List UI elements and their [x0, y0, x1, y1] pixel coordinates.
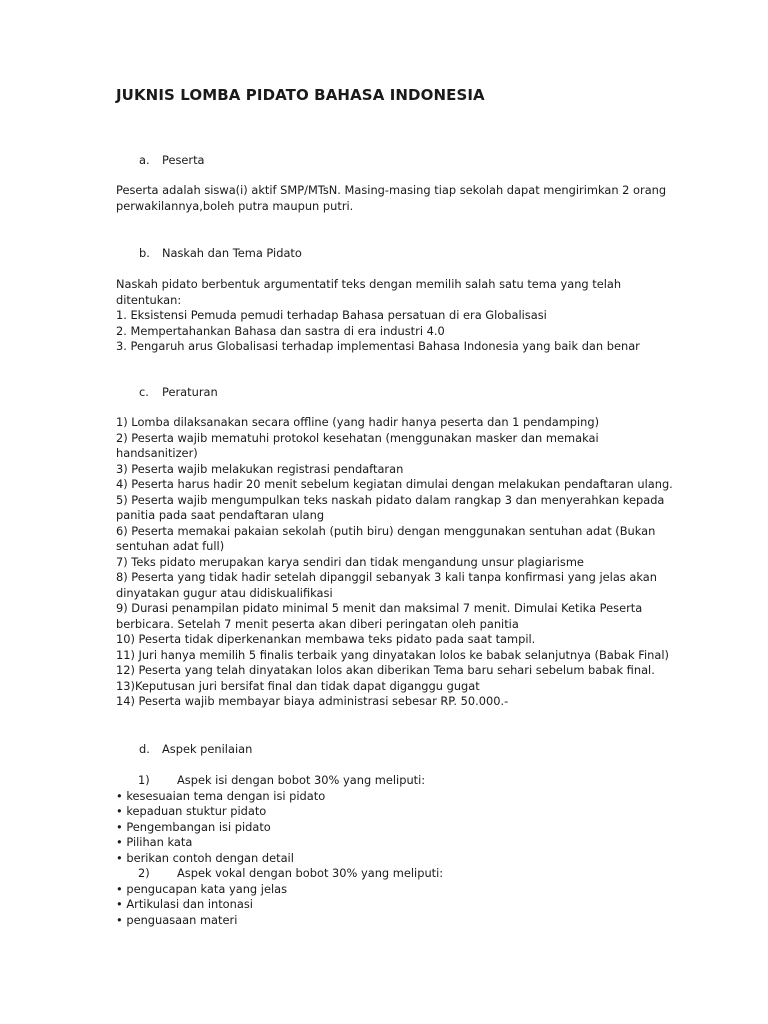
rule-line: 11) Juri hanya memilih 5 finalis terbaik yang dinyatakan lolos ke babak selanjutnya (Babak Final) [116, 647, 669, 662]
section-b-marker: b. [139, 246, 150, 260]
rule-line: panitia pada saat pendaftaran ulang [116, 508, 325, 522]
rule-line: 4) Peserta harus hadir 20 menit sebelum kegiatan dimulai dengan melakukan pendaftaran ulang. [116, 477, 673, 491]
rule-line: 13)Keputusan juri bersifat final dan tidak dapat diganggu gugat [116, 678, 480, 693]
theme-item: 3. Pengaruh arus Globalisasi terhadap implementasi Bahasa Indonesia yang baik dan benar [116, 339, 640, 353]
assessment-bullet: • penguasaan materi [116, 912, 238, 927]
assessment-group-label: Aspek vokal dengan bobot 30% yang meliputi: [177, 866, 444, 880]
rule-line: handsanitizer) [116, 446, 198, 460]
assessment-group-label: Aspek isi dengan bobot 30% yang meliputi: [177, 773, 426, 787]
rule-line: 5) Peserta wajib mengumpulkan teks naskah pidato dalam rangkap 3 dan menyerahkan kepada [116, 492, 665, 507]
section-a-title: Peserta [162, 153, 205, 167]
section-b-line: ditentukan: [116, 292, 182, 307]
section-d-marker: d. [139, 742, 150, 756]
section-a-line: Peserta adalah siswa(i) aktif SMP/MTsN. Masing-masing tiap sekolah dapat mengirimkan 2 orang [116, 183, 667, 197]
section-b-body [116, 277, 656, 355]
rule-line: sentuhan adat full) [116, 539, 225, 553]
assessment-bullet: • pengucapan kata yang jelas [116, 881, 288, 896]
section-d-body [116, 773, 656, 928]
assessment-bullet: • kesesuaian tema dengan isi pidato [116, 788, 326, 803]
theme-item: 2. Mempertahankan Bahasa dan sastra di era industri 4.0 [116, 323, 445, 338]
rule-line: 10) Peserta tidak diperkenankan membawa teks pidato pada saat tampil. [116, 632, 536, 646]
assessment-bullet: • Pengembangan isi pidato [116, 819, 271, 834]
assessment-group-title [116, 866, 656, 882]
assessment-bullet: • kepaduan stuktur pidato [116, 804, 267, 818]
section-b-title: Naskah dan Tema Pidato [162, 246, 302, 260]
section-b-line: Naskah pidato berbentuk argumentatif teks dengan memilih salah satu tema yang telah [116, 277, 622, 291]
assessment-bullet: • Pilihan kata [116, 835, 193, 849]
assessment-bullet: • Artikulasi dan intonasi [116, 897, 253, 911]
rule-line: 8) Peserta yang tidak hadir setelah dipanggil sebanyak 3 kali tanpa konfirmasi yang jelas akan [116, 570, 657, 584]
section-c-marker: c. [139, 385, 149, 399]
rule-line: 14) Peserta wajib membayar biaya administrasi sebesar RP. 50.000.- [116, 694, 509, 708]
rule-line: 12) Peserta yang telah dinyatakan lolos akan diberikan Tema baru sehari sebelum babak final. [116, 663, 655, 677]
document-title: JUKNIS LOMBA PIDATO BAHASA INDONESIA [116, 86, 485, 104]
rule-line: 9) Durasi penampilan pidato minimal 5 menit dan maksimal 7 menit. Dimulai Ketika Peserta [116, 601, 643, 615]
section-a-line: perwakilannya,boleh putra maupun putri. [116, 198, 354, 213]
assessment-group-title [116, 773, 656, 789]
assessment-group-number: 1) [138, 773, 150, 787]
section-d-title: Aspek penilaian [162, 742, 253, 756]
assessment-bullet: • berikan contoh dengan detail [116, 850, 294, 865]
section-c-body [116, 415, 673, 710]
rule-line: berbicara. Setelah 7 menit peserta akan diberi peringatan oleh panitia [116, 616, 519, 631]
section-a-marker: a. [139, 153, 150, 167]
theme-item: 1. Eksistensi Pemuda pemudi terhadap Bahasa persatuan di era Globalisasi [116, 308, 547, 322]
rule-line: 3) Peserta wajib melakukan registrasi pendaftaran [116, 461, 404, 476]
rule-line: 7) Teks pidato merupakan karya sendiri dan tidak mengandung unsur plagiarisme [116, 554, 584, 569]
assessment-group-number: 2) [138, 866, 150, 880]
rule-line: 6) Peserta memakai pakaian sekolah (putih biru) dengan menggunakan sentuhan adat (Bukan [116, 523, 656, 538]
section-a-body [116, 183, 667, 214]
rule-line: dinyatakan gugur atau didiskualifikasi [116, 585, 333, 600]
rule-line: 1) Lomba dilaksanakan secara offline (yang hadir hanya peserta dan 1 pendamping) [116, 415, 600, 429]
rule-line: 2) Peserta wajib mematuhi protokol kesehatan (menggunakan masker dan memakai [116, 430, 599, 445]
section-c-title: Peraturan [162, 385, 218, 399]
